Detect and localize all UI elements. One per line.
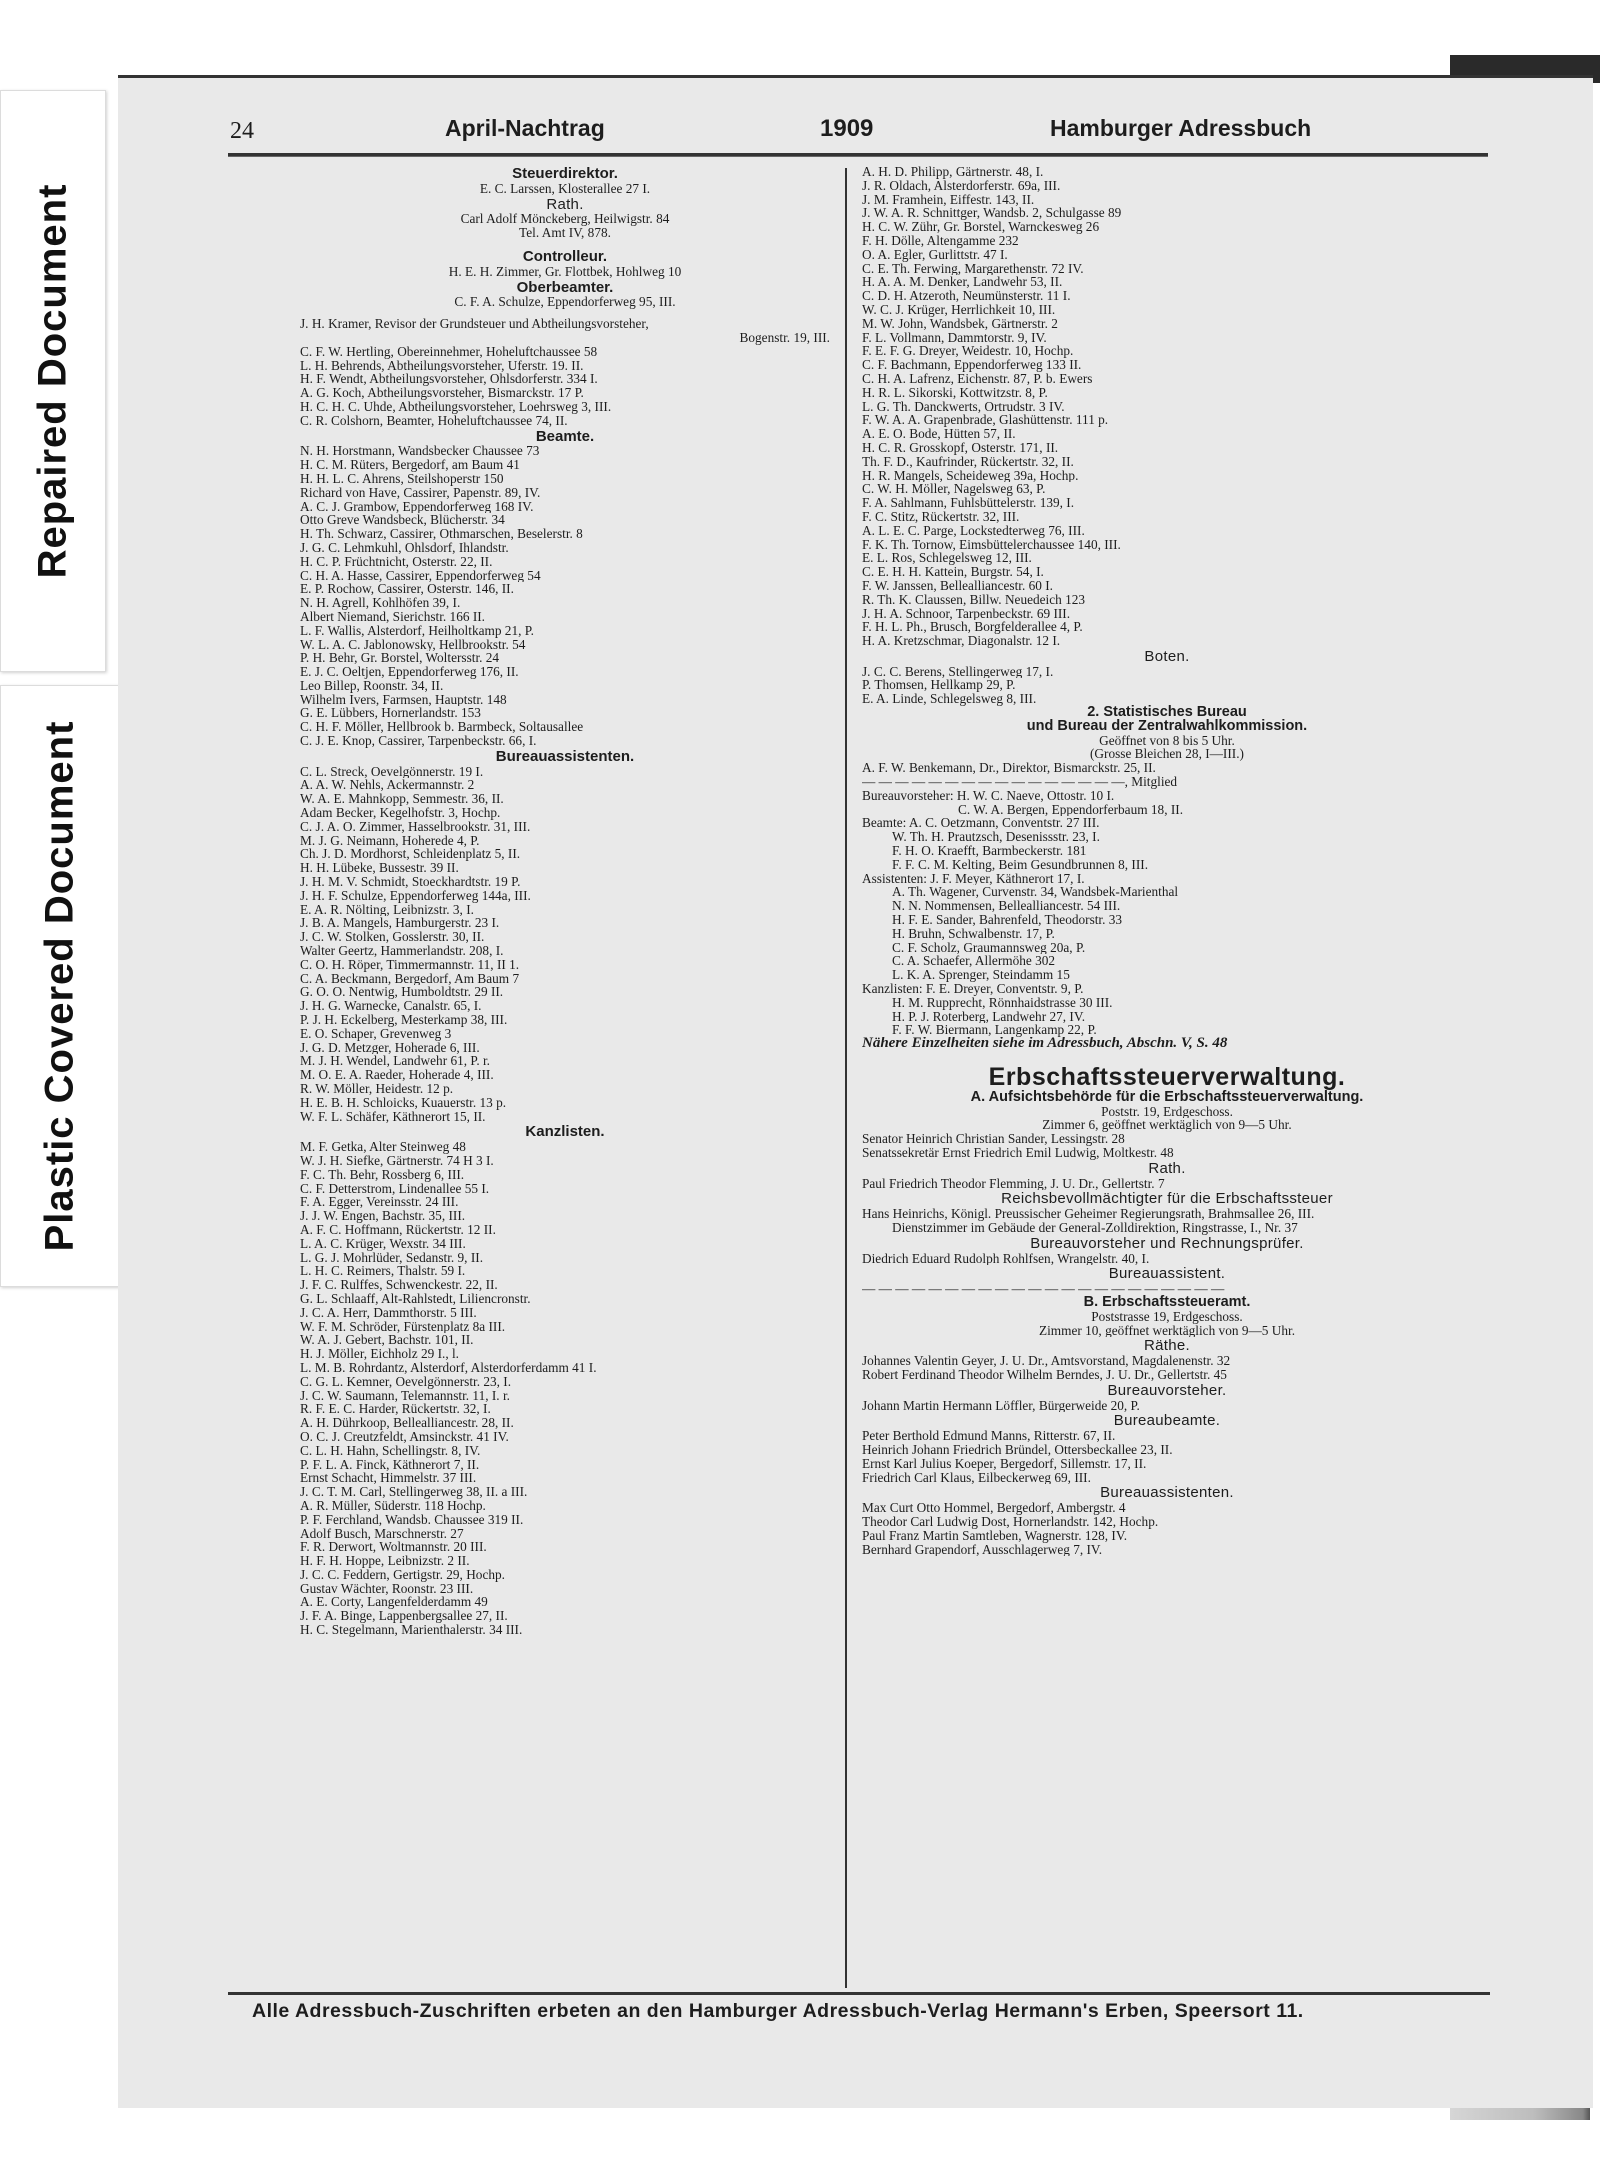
directory-entry: Kanzlisten: F. E. Dreyer, Conventstr. 9, P. <box>862 982 1084 996</box>
bureau-heading: und Bureau der Zentralwahlkommission. <box>1026 717 1308 734</box>
directory-entry: H. P. J. Roterberg, Landwehr 27, IV. <box>892 1009 1086 1024</box>
directory-entry: H. H. L. C. Ahrens, Steilshoperstr 150 <box>300 471 504 486</box>
section-heading: Beamte. <box>535 427 595 445</box>
directory-entry: E. L. Ros, Schlegelsweg 12, III. <box>862 551 1032 566</box>
directory-entry: H. F. Wendt, Abtheilungsvorsteher, Ohlsdorferstr. 334 I. <box>300 372 598 387</box>
directory-entry: Max Curt Otto Hommel, Bergedorf, Ambergstr. 4 <box>862 1501 1126 1515</box>
directory-entry: C. L. H. Hahn, Schellingstr. 8, IV. <box>300 1443 481 1458</box>
directory-entry: E. J. C. Oeltjen, Eppendorferweg 176, II. <box>300 665 519 679</box>
main-heading: Erbschaftssteuerverwaltung. <box>988 1063 1346 1091</box>
directory-entry: L. H. C. Reimers, Thalstr. 59 I. <box>300 1264 466 1279</box>
directory-entry: H. C. H. C. Uhde, Abtheilungsvorsteher, Loehrsweg 3, III. <box>300 399 612 414</box>
directory-entry: F. A. Egger, Vereinsstr. 24 III. <box>300 1195 459 1210</box>
subsection-heading: Bureaubeamte. <box>1113 1412 1221 1430</box>
directory-entry: C. J. E. Knop, Cassirer, Tarpenbeckstr. 66, I. <box>300 734 537 748</box>
directory-entry: P. F. Ferchland, Wandsb. Chaussee 319 II. <box>300 1512 524 1527</box>
directory-entry: W. A. E. Mahnkopp, Semmestr. 36, II. <box>300 792 504 807</box>
subsection-heading: Rath. <box>546 195 584 213</box>
directory-entry: Leo Billep, Roonstr. 34, II. <box>300 678 444 693</box>
directory-entry: E. A. R. Nölting, Leibnizstr. 3, I. <box>300 902 474 917</box>
plastic-covered-document-tab <box>0 685 120 1287</box>
directory-entry: C. L. Streck, Oevelgönnerstr. 19 I. <box>300 764 484 779</box>
directory-entry: H. C. P. Früchtnicht, Osterstr. 22, II. <box>300 554 493 569</box>
header-rule <box>228 153 1488 157</box>
directory-entry: R. W. Möller, Heidestr. 12 p. <box>300 1082 454 1096</box>
repaired-document-tab <box>0 90 106 672</box>
directory-entry: C. G. L. Kemner, Oevelgönnerstr. 23, I. <box>300 1374 512 1389</box>
running-year: 1909 <box>820 115 874 142</box>
subsection-heading: Räthe. <box>1144 1337 1190 1355</box>
directory-entry: C. W. A. Bergen, Eppendorferbaum 18, II. <box>958 802 1184 817</box>
directory-entry: J. G. C. Lehmkuhl, Ohlsdorf, Ihlandstr. <box>300 540 509 555</box>
directory-entry: Otto Greve Wandsbeck, Blücherstr. 34 <box>300 513 505 528</box>
footer-notice: Alle Adressbuch-Zuschriften erbeten an den Hamburger Adressbuch-Verlag Hermann's Erben, Speersort 11. <box>252 2000 1304 2022</box>
directory-entry: Adolf Busch, Marschnerstr. 27 <box>300 1526 464 1541</box>
directory-entry: C. E. H. H. Kattein, Burgstr. 54, I. <box>862 565 1044 579</box>
directory-entry: Hans Heinrichs, Königl. Preussischer Geheimer Regierungsrath, Brahmsallee 26, III. <box>862 1207 1315 1221</box>
directory-entry: Ch. J. D. Mordhorst, Schleidenplatz 5, II. <box>300 847 521 862</box>
directory-entry: Senatssekretär Ernst Friedrich Emil Ludwig, Moltkestr. 48 <box>862 1145 1174 1160</box>
directory-entry: C. E. Th. Ferwing, Margarethenstr. 72 IV. <box>862 261 1084 276</box>
directory-entry: A. R. Müller, Süderstr. 118 Hochp. <box>300 1498 486 1513</box>
right-column <box>862 165 1472 1556</box>
directory-entry: C. H. A. Lafrenz, Eichenstr. 87, P. b. Ewers <box>862 371 1093 386</box>
directory-entry: Diedrich Eduard Rudolph Rohlfsen, Wrangelstr. 40, I. <box>862 1251 1150 1266</box>
column-divider <box>845 168 847 1988</box>
directory-entry: Bureauvorsteher: H. W. C. Naeve, Ottostr. 10 I. <box>862 788 1115 803</box>
directory-entry: H. C. R. Grosskopf, Osterstr. 171, II. <box>862 440 1059 455</box>
directory-entry: Ernst Schacht, Himmelstr. 37 III. <box>300 1471 477 1486</box>
subsection-heading: Rath. <box>1148 1159 1186 1177</box>
directory-entry: Adam Becker, Kegelhofstr. 3, Hochp. <box>300 806 501 820</box>
directory-entry: F. W. Janssen, Bellealliancestr. 60 I. <box>862 578 1053 593</box>
bureau-heading: 2. Statistisches Bureau <box>1087 704 1247 721</box>
centered-note: Poststr. 19, Erdgeschoss. <box>1101 1104 1233 1119</box>
directory-entry: A. H. Dührkoop, Bellealliancestr. 28, II. <box>300 1416 514 1430</box>
directory-entry: J. J. W. Engen, Bachstr. 35, III. <box>300 1209 466 1223</box>
subsection-heading: Bureauvorsteher. <box>1107 1381 1227 1399</box>
directory-entry: A. H. D. Philipp, Gärtnerstr. 48, I. <box>862 165 1044 179</box>
directory-entry: Friedrich Carl Klaus, Eilbeckerweg 69, III. <box>862 1470 1091 1485</box>
directory-entry: C. F. W. Hertling, Obereinnehmer, Hoheluftchaussee 58 <box>300 344 598 359</box>
directory-entry: A. A. W. Nehls, Ackermannstr. 2 <box>300 778 475 793</box>
directory-entry: R. F. E. C. Harder, Rückertstr. 32, I. <box>300 1402 491 1417</box>
centered-note: Poststrasse 19, Erdgeschoss. <box>1091 1309 1243 1324</box>
directory-entry: C. J. A. O. Zimmer, Hasselbrookstr. 31, III. <box>300 819 531 834</box>
directory-entry: N. N. Nommensen, Bellealliancestr. 54 III. <box>892 899 1121 914</box>
directory-entry: C. R. Colshorn, Beamter, Hoheluftchaussee 74, II. <box>300 413 568 428</box>
directory-entry: A. C. J. Grambow, Eppendorferweg 168 IV. <box>300 499 534 514</box>
directory-entry: Gustav Wächter, Roonstr. 23 III. <box>300 1581 474 1596</box>
centered-note: Carl Adolf Mönckeberg, Heilwigstr. 84 <box>460 212 670 227</box>
directory-entry: C. D. H. Atzeroth, Neumünsterstr. 11 I. <box>862 289 1071 303</box>
centered-note: (Grosse Bleichen 28, I—III.) <box>1090 747 1244 762</box>
subsection-heading: Bureauassistenten. <box>1100 1484 1234 1502</box>
section-heading: Bureauassistenten. <box>495 747 635 765</box>
directory-entry: H. R. L. Sikorski, Kottwitzstr. 8, P. <box>862 385 1048 400</box>
centered-note: Zimmer 6, geöffnet werktäglich von 9—5 Uhr. <box>1042 1118 1292 1133</box>
directory-entry: H. F. E. Sander, Bahrenfeld, Theodorstr. 33 <box>892 913 1123 927</box>
directory-entry: J. C. C. Berens, Stellingerweg 17, I. <box>862 664 1054 679</box>
directory-entry: L. G. J. Mohrlüder, Sedanstr. 9, II. <box>300 1250 484 1265</box>
directory-entry: W. A. J. Gebert, Bachstr. 101, II. <box>300 1333 474 1348</box>
section-heading: Kanzlisten. <box>525 1123 605 1141</box>
directory-entry: J. G. D. Metzger, Hoherade 6, III. <box>300 1040 480 1055</box>
directory-entry: Paul Friedrich Theodor Flemming, J. U. Dr., Gellertstr. 7 <box>862 1176 1165 1191</box>
directory-entry: L. F. Wallis, Alsterdorf, Heilholtkamp 21, P. <box>300 623 534 638</box>
directory-entry: E. P. Rochow, Cassirer, Osterstr. 146, II. <box>300 582 514 597</box>
directory-entry: W. C. J. Krüger, Herrlichkeit 10, III. <box>862 302 1056 317</box>
directory-entry: J. C. W. Saumann, Telemannstr. 11, I. r. <box>300 1388 510 1403</box>
directory-entry: C. O. H. Röper, Timmermannstr. 11, II 1. <box>300 957 520 972</box>
directory-entry: F. H. L. Ph., Brusch, Borgfelderallee 4, P. <box>862 620 1083 635</box>
directory-entry: J. F. C. Rulffes, Schwenckestr. 22, II. <box>300 1278 498 1292</box>
directory-entry: J. C. W. Stolken, Gosslerstr. 30, II. <box>300 930 485 945</box>
directory-entry: Beamte: A. C. Oetzmann, Conventstr. 27 III. <box>862 816 1100 831</box>
directory-entry: J. C. C. Feddern, Gertigstr. 29, Hochp. <box>300 1567 505 1582</box>
centered-note: H. E. H. Zimmer, Gr. Flottbek, Hohlweg 10 <box>448 264 682 279</box>
spacer <box>300 240 830 248</box>
directory-entry: H. A. A. M. Denker, Landwehr 53, II. <box>862 275 1063 290</box>
page-number: 24 <box>230 118 254 144</box>
directory-entry: W. J. H. Siefke, Gärtnerstr. 74 H 3 I. <box>300 1153 494 1168</box>
directory-entry: O. A. Egler, Gurlittstr. 47 I. <box>862 247 1008 262</box>
directory-entry: J. B. A. Mangels, Hamburgerstr. 23 I. <box>300 916 500 931</box>
directory-entry: Assistenten: J. F. Meyer, Käthnerort 17, I. <box>862 871 1085 886</box>
directory-entry: C. H. A. Hasse, Cassirer, Eppendorferweg 54 <box>300 568 541 583</box>
directory-entry: F. E. F. G. Dreyer, Weidestr. 10, Hochp. <box>862 344 1074 359</box>
directory-entry: Walter Geertz, Hammerlandstr. 208, I. <box>300 944 504 958</box>
directory-entry: Paul Franz Martin Samtleben, Wagnerstr. 128, IV. <box>862 1528 1128 1543</box>
directory-entry: W. Th. H. Prautzsch, Desenissstr. 23, I. <box>892 830 1100 845</box>
directory-entry: M. J. H. Wendel, Landwehr 61, P. r. <box>300 1054 490 1069</box>
directory-entry: L. A. C. Krüger, Wexstr. 34 III. <box>300 1236 466 1251</box>
directory-entry: H. E. B. H. Schloicks, Kuauerstr. 13 p. <box>300 1095 507 1110</box>
directory-entry: F. W. A. A. Grapenbrade, Glashüttenstr. 111 p. <box>862 413 1109 428</box>
directory-entry: A. E. O. Bode, Hütten 57, II. <box>862 427 1016 441</box>
directory-entry: M. W. John, Wandsbek, Gärtnerstr. 2 <box>862 316 1058 331</box>
subsection-heading: Reichsbevollmächtigter für die Erbschaftssteuer <box>1001 1190 1333 1208</box>
directory-entry: F. F. C. M. Kelting, Beim Gesundbrunnen 8, III. <box>892 857 1149 872</box>
directory-entry: G. L. Schlaaff, Alt-Rahlstedt, Liliencronstr. <box>300 1291 531 1306</box>
directory-entry: A. G. Koch, Abtheilungsvorsteher, Bismarckstr. 17 P. <box>300 386 584 400</box>
directory-entry: J. H. Kramer, Revisor der Grundsteuer und Abtheilungsvorsteher, <box>300 317 649 331</box>
directory-entry: F. H. O. Kraefft, Barmbeckerstr. 181 <box>892 844 1087 858</box>
directory-entry: Johann Martin Hermann Löffler, Bürgerweide 20, P. <box>862 1398 1140 1413</box>
directory-entry: E. A. Linde, Schlegelsweg 8, III. <box>862 692 1037 707</box>
directory-entry: P. J. H. Eckelberg, Mesterkamp 38, III. <box>300 1013 508 1027</box>
directory-entry: C. H. F. Möller, Hellbrook b. Barmbeck, Soltausallee <box>300 720 584 735</box>
directory-entry: C. A. Schaefer, Allermöhe 302 <box>892 954 1056 969</box>
directory-entry: W. F. M. Schröder, Fürstenplatz 8a III. <box>300 1319 506 1334</box>
reference-note: Nähere Einzelheiten siehe im Adressbuch, Abschn. V, S. 48 <box>862 1037 1228 1051</box>
bureau-heading: A. Aufsichtsbehörde für die Erbschaftssteuerverwaltung. <box>970 1088 1364 1105</box>
directory-entry: Theodor Carl Ludwig Dost, Hornerlandstr. 142, Hochp. <box>862 1514 1159 1529</box>
left-column <box>300 165 830 1637</box>
subsection-heading: Boten. <box>1144 647 1190 665</box>
centered-note: Zimmer 10, geöffnet werktäglich von 9—5 Uhr. <box>1038 1323 1296 1338</box>
directory-entry: J. F. A. Binge, Lappenbergsallee 27, II. <box>300 1609 508 1624</box>
directory-entry: M. F. Getka, Alter Steinweg 48 <box>300 1140 466 1154</box>
directory-entry: P. F. L. A. Finck, Käthnerort 7, II. <box>300 1457 480 1472</box>
directory-entry: J. H. F. Schulze, Eppendorferweg 144a, III. <box>300 888 531 903</box>
directory-entry: H. J. Möller, Eichholz 29 I., l. <box>300 1347 460 1361</box>
directory-entry: H. M. Rupprecht, Rönnhaidstrasse 30 III. <box>892 995 1113 1010</box>
directory-entry: Peter Berthold Edmund Manns, Ritterstr. 67, II. <box>862 1429 1116 1443</box>
directory-entry: F. K. Th. Tornow, Eimsbüttelerchaussee 140, III. <box>862 537 1121 552</box>
directory-entry: L. M. B. Rohrdantz, Alsterdorf, Alsterdorferdamm 41 I. <box>300 1360 597 1375</box>
directory-entry: H. C. Stegelmann, Marienthalerstr. 34 III. <box>300 1623 523 1637</box>
directory-entry: L. G. Th. Danckwerts, Ortrudstr. 3 IV. <box>862 399 1065 414</box>
directory-entry: M. O. E. A. Raeder, Hoherade 4, III. <box>300 1068 494 1082</box>
directory-entry: F. H. Dölle, Altengamme 232 <box>862 233 1019 248</box>
directory-entry: J. H. A. Schnoor, Tarpenbeckstr. 69 III. <box>862 606 1071 621</box>
directory-entry: — — — — — — — — — — — — — — — —, Mitglied <box>862 775 1178 789</box>
directory-entry: C. A. Beckmann, Bergedorf, Am Baum 7 <box>300 971 520 986</box>
directory-entry: J. R. Oldach, Alsterdorferstr. 69a, III. <box>862 178 1061 193</box>
directory-entry: J. M. Framhein, Eiffestr. 143, II. <box>862 192 1035 207</box>
directory-entry: A. F. W. Benkemann, Dr., Direktor, Bismarckstr. 25, II. <box>862 761 1156 776</box>
directory-entry: F. C. Th. Behr, Rossberg 6, III. <box>300 1167 465 1182</box>
directory-entry: Senator Heinrich Christian Sander, Lessingstr. 28 <box>862 1132 1125 1146</box>
continuation-line: Bogenstr. 19, III. <box>739 330 830 345</box>
directory-entry: H. Bruhn, Schwalbenstr. 17, P. <box>892 926 1055 941</box>
centered-note: C. F. A. Schulze, Eppendorferweg 95, III. <box>454 295 676 310</box>
directory-entry: L. K. A. Sprenger, Steindamm 15 <box>892 968 1070 983</box>
directory-entry: H. Th. Schwarz, Cassirer, Othmarschen, Beselerstr. 8 <box>300 527 583 541</box>
directory-entry: Heinrich Johann Friedrich Bründel, Ottersbeckallee 23, II. <box>862 1442 1173 1457</box>
directory-entry: F. L. Vollmann, Dammtorstr. 9, IV. <box>862 330 1047 345</box>
directory-entry: Johannes Valentin Geyer, J. U. Dr., Amtsvorstand, Magdalenenstr. 32 <box>862 1354 1231 1368</box>
bureau-heading: B. Erbschaftssteueramt. <box>1083 1293 1251 1310</box>
directory-entry: J. H. G. Warnecke, Canalstr. 65, I. <box>300 999 482 1014</box>
directory-entry: Ernst Karl Julius Koeper, Bergedorf, Sillemstr. 17, II. <box>862 1456 1147 1471</box>
directory-entry: — — — — — — — — — — — — — — — — — — — — — — <box>862 1282 1225 1296</box>
footer-rule <box>228 1992 1490 1995</box>
plastic-covered-document-label: Plastic Covered Document <box>37 720 82 1252</box>
directory-entry: F. C. Stitz, Rückertstr. 32, III. <box>862 509 1020 524</box>
directory-entry: Albert Niemand, Sierichstr. 166 II. <box>300 609 486 624</box>
directory-entry: H. A. Kretzschmar, Diagonalstr. 12 I. <box>862 634 1061 648</box>
directory-entry: C. F. Bachmann, Eppendorferweg 133 II. <box>862 358 1082 372</box>
directory-entry: H. R. Mangels, Scheideweg 39a, Hochp. <box>862 468 1079 483</box>
directory-entry: A. Th. Wagener, Curvenstr. 34, Wandsbek-Marienthal <box>892 885 1179 900</box>
directory-entry: Wilhelm Ivers, Farmsen, Hauptstr. 148 <box>300 692 507 707</box>
directory-entry: R. Th. K. Claussen, Billw. Neuedeich 123 <box>862 592 1086 607</box>
centered-note: Tel. Amt IV, 878. <box>519 226 611 240</box>
directory-entry: F. A. Sahlmann, Fuhlsbüttelerstr. 139, I. <box>862 496 1075 510</box>
centered-note: E. C. Larssen, Klosterallee 27 I. <box>479 181 651 196</box>
directory-entry: P. Thomsen, Hellkamp 29, P. <box>862 678 1016 693</box>
directory-entry: Robert Ferdinand Theodor Wilhelm Berndes, J. U. Dr., Gellertstr. 45 <box>862 1367 1227 1382</box>
directory-entry: A. E. Corty, Langenfelderdamm 49 <box>300 1595 488 1610</box>
spacer <box>300 309 830 317</box>
subsection-heading: Bureauassistent. <box>1108 1265 1226 1283</box>
centered-note: Geöffnet von 8 bis 5 Uhr. <box>1099 733 1235 748</box>
directory-entry: N. H. Agrell, Kohlhöfen 39, I. <box>300 596 461 610</box>
directory-entry: W. F. L. Schäfer, Käthnerort 15, II. <box>300 1109 486 1124</box>
directory-entry: Th. F. D., Kaufrinder, Rückertstr. 32, II. <box>862 454 1074 469</box>
directory-entry: Richard von Have, Cassirer, Papenstr. 89, IV. <box>300 485 541 500</box>
directory-entry: M. J. G. Neimann, Hoherede 4, P. <box>300 833 480 848</box>
section-heading: Steuerdirektor. <box>512 165 618 182</box>
directory-entry: J. H. M. V. Schmidt, Stoeckhardtstr. 19 P. <box>300 875 521 889</box>
directory-entry: C. F. Scholz, Graumannsweg 20a, P. <box>892 940 1086 955</box>
directory-entry: F. R. Derwort, Woltmannstr. 20 III. <box>300 1540 487 1555</box>
directory-entry: O. C. J. Creutzfeldt, Amsinckstr. 41 IV. <box>300 1429 509 1444</box>
directory-entry: J. C. A. Herr, Dammthorstr. 5 III. <box>300 1305 477 1320</box>
directory-entry: J. C. T. M. Carl, Stellingerweg 38, II. a III. <box>300 1485 528 1499</box>
directory-entry: W. L. A. C. Jablonowsky, Hellbrookstr. 54 <box>300 637 526 652</box>
directory-entry: H. C. W. Zühr, Gr. Borstel, Warnckesweg 26 <box>862 220 1100 234</box>
directory-entry: Dienstzimmer im Gebäude der General-Zolldirektion, Ringstrasse, I., Nr. 37 <box>892 1220 1298 1235</box>
repaired-document-label: Repaired Document <box>30 183 75 579</box>
directory-entry: H. F. H. Hoppe, Leibnizstr. 2 II. <box>300 1554 470 1568</box>
directory-entry: G. E. Lübbers, Hornerlandstr. 153 <box>300 706 481 721</box>
directory-entry: P. H. Behr, Gr. Borstel, Woltersstr. 24 <box>300 651 500 666</box>
directory-entry: H. H. Lübeke, Bussestr. 39 II. <box>300 861 459 876</box>
section-heading: Oberbeamter. <box>516 278 614 296</box>
directory-entry: F. F. W. Biermann, Langenkamp 22, P. <box>892 1023 1097 1038</box>
directory-entry: G. O. O. Nentwig, Humboldtstr. 29 II. <box>300 985 504 1000</box>
directory-entry: Bernhard Grapendorf, Ausschlagerweg 7, IV. <box>862 1542 1103 1557</box>
directory-entry: A. L. E. C. Parge, Lockstedterweg 76, III. <box>862 523 1085 538</box>
section-heading: Controlleur. <box>522 247 608 265</box>
directory-entry: H. C. M. Rüters, Bergedorf, am Baum 41 <box>300 458 520 472</box>
directory-entry: N. H. Horstmann, Wandsbecker Chaussee 73 <box>300 444 540 459</box>
subsection-heading: Bureauvorsteher und Rechnungsprüfer. <box>1030 1234 1304 1252</box>
directory-entry: E. O. Schaper, Grevenweg 3 <box>300 1026 452 1041</box>
directory-entry: J. W. A. R. Schnittger, Wandsb. 2, Schulgasse 89 <box>862 206 1122 221</box>
directory-entry: C. F. Detterstrom, Lindenallee 55 I. <box>300 1181 490 1196</box>
directory-entry: L. H. Behrends, Abtheilungsvorsteher, Uferstr. 19. II. <box>300 358 584 373</box>
directory-entry: A. F. C. Hoffmann, Rückertstr. 12 II. <box>300 1222 496 1237</box>
running-book-title: Hamburger Adressbuch <box>1050 115 1312 141</box>
running-title: April-Nachtrag <box>445 115 605 141</box>
directory-entry: C. W. H. Möller, Nagelsweg 63, P. <box>862 482 1046 497</box>
